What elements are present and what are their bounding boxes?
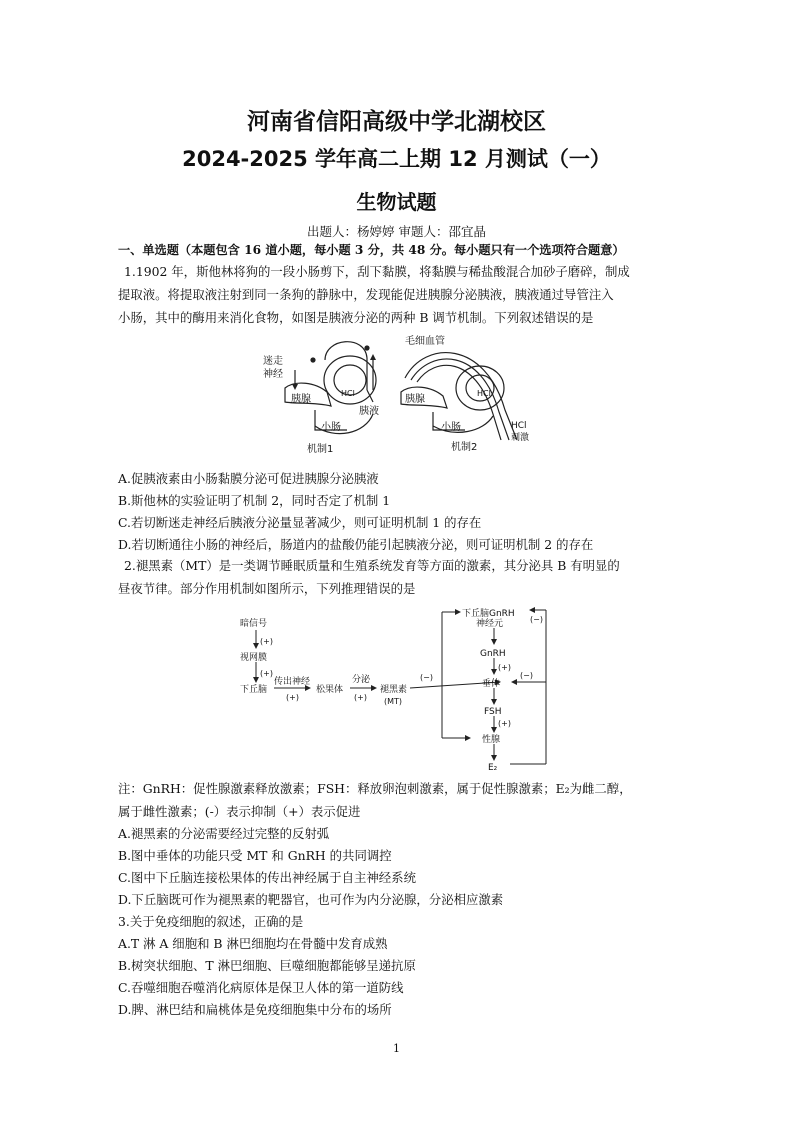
q3-option-a: A.T 淋 A 细胞和 B 淋巴细胞均在骨髓中发育成熟 xyxy=(118,936,388,951)
q2-option-b: B.图中垂体的功能只受 MT 和 GnRH 的共同调控 xyxy=(118,848,392,863)
efferent-nerve-label: 传出神经 xyxy=(274,677,311,687)
mech1-juice-label: 胰液 xyxy=(359,406,379,417)
mech1-vagus-label: 神经 xyxy=(263,369,283,380)
mech2-pancreas-label: 胰腺 xyxy=(405,394,425,405)
q1-figure xyxy=(255,330,545,458)
page-number: 1 xyxy=(393,1042,400,1055)
mech1-caption: 机制1 xyxy=(307,444,334,455)
gnrh-neuron-label: 下丘脑GnRH xyxy=(462,609,515,619)
minus-sign: (−) xyxy=(520,671,533,680)
exam-title: 2024-2025 学年高二上期 12 月测试（一） xyxy=(182,147,611,171)
q2-note-line: 注：GnRH：促性腺激素释放激素；FSH：释放卵泡刺激素，属于促性腺激素；E₂为雌二醇， xyxy=(118,781,632,796)
q2-option-d: D.下丘脑既可作为褪黑素的靶器官，也可作为内分泌腺，分泌相应激素 xyxy=(118,892,504,907)
secrete-label: 分泌 xyxy=(352,675,371,685)
minus-sign: (−) xyxy=(420,673,433,682)
mech2-stim-label: 刺激 xyxy=(511,433,530,443)
pituitary-label: 垂体 xyxy=(482,679,501,689)
mt-abbr-label: (MT) xyxy=(384,697,403,706)
q2-option-a: A.褪黑素的分泌需要经过完整的反射弧 xyxy=(118,826,330,841)
minus-sign: (−) xyxy=(530,615,543,624)
authors-line: 出题人：杨婷婷 审题人：邵宜晶 xyxy=(307,224,486,239)
q2-stem-line: 2.褪黑素（MT）是一类调节睡眠质量和生殖系统发育等方面的激素，其分泌具 B 有明显的 xyxy=(124,558,620,573)
mt-label: 褪黑素 xyxy=(380,685,408,695)
fsh-label: FSH xyxy=(484,707,502,717)
q1-stem-line: 1.1902 年，斯他林将狗的一段小肠剪下，刮下黏膜，将黏膜与稀盐酸混合加砂子磨碎，制成 xyxy=(124,264,630,279)
q3-option-c: C.吞噬细胞吞噬消化病原体是保卫人体的第一道防线 xyxy=(118,980,404,995)
school-title: 河南省信阳高级中学北湖校区 xyxy=(247,108,546,135)
section-heading: 一、单选题（本题包含 16 道小题，每小题 3 分，共 48 分。每小题只有一个选项符合题意） xyxy=(118,243,625,257)
gonad-label: 性腺 xyxy=(482,735,501,745)
q1-option-d: D.若切断通往小肠的神经后，肠道内的盐酸仍能引起胰液分泌，则可证明机制 2 的存在 xyxy=(118,537,594,552)
q2-stem-line: 昼夜节律。部分作用机制如图所示，下列推理错误的是 xyxy=(118,581,416,596)
mech2-stim-label: HCl xyxy=(511,421,527,431)
mech2-capillary-label: 毛细血管 xyxy=(405,336,445,347)
q2-figure xyxy=(238,604,568,776)
mech1-hcl-label: HCl xyxy=(341,389,355,398)
pineal-label: 松果体 xyxy=(316,685,344,695)
plus-sign: (+) xyxy=(498,719,511,728)
mech1-pancreas-label: 胰腺 xyxy=(291,394,311,405)
plus-sign: (+) xyxy=(260,669,273,678)
q1-stem-line: 提取液。将提取液注射到同一条狗的静脉中，发现能促进胰腺分泌胰液，胰液通过导管注入 xyxy=(118,287,614,302)
mech2-intestine-label: 小肠 xyxy=(441,422,461,433)
gnrh-label: GnRH xyxy=(480,649,506,659)
q2-note-line: 属于雌性激素；(-）表示抑制（+）表示促进 xyxy=(118,804,361,819)
plus-sign: (+) xyxy=(498,663,511,672)
q2-option-c: C.图中下丘脑连接松果体的传出神经属于自主神经系统 xyxy=(118,870,416,885)
q3-option-d: D.脾、淋巴结和扁桃体是免疫细胞集中分布的场所 xyxy=(118,1002,392,1017)
plus-sign: (+) xyxy=(354,693,367,702)
mech1-vagus-label: 迷走 xyxy=(263,356,283,367)
subject-title: 生物试题 xyxy=(356,190,437,214)
retina-label: 视网膜 xyxy=(240,653,268,663)
q1-option-a: A.促胰液素由小肠黏膜分泌可促进胰腺分泌胰液 xyxy=(118,471,379,486)
gnrh-neuron-label: 神经元 xyxy=(476,619,504,629)
q1-stem-line: 小肠，其中的酶用来消化食物，如图是胰液分泌的两种 B 调节机制。下列叙述错误的是 xyxy=(118,310,594,325)
mech1-intestine-label: 小肠 xyxy=(321,422,341,433)
q3-stem: 3.关于免疫细胞的叙述，正确的是 xyxy=(118,914,304,929)
mech2-caption: 机制2 xyxy=(451,442,478,453)
e2-label: E₂ xyxy=(488,763,498,773)
hypothalamus-label: 下丘脑 xyxy=(240,685,268,695)
mech2-hcl-label: HCl xyxy=(477,389,491,398)
q3-option-b: B.树突状细胞、T 淋巴细胞、巨噬细胞都能够呈递抗原 xyxy=(118,958,416,973)
q1-option-c: C.若切断迷走神经后胰液分泌量显著减少，则可证明机制 1 的存在 xyxy=(118,515,482,530)
plus-sign: (+) xyxy=(286,693,299,702)
plus-sign: (+) xyxy=(260,637,273,646)
dark-signal-label: 暗信号 xyxy=(240,619,268,629)
mechanism-1-diagram xyxy=(285,342,376,434)
q1-option-b: B.斯他林的实验证明了机制 2，同时否定了机制 1 xyxy=(118,493,391,508)
